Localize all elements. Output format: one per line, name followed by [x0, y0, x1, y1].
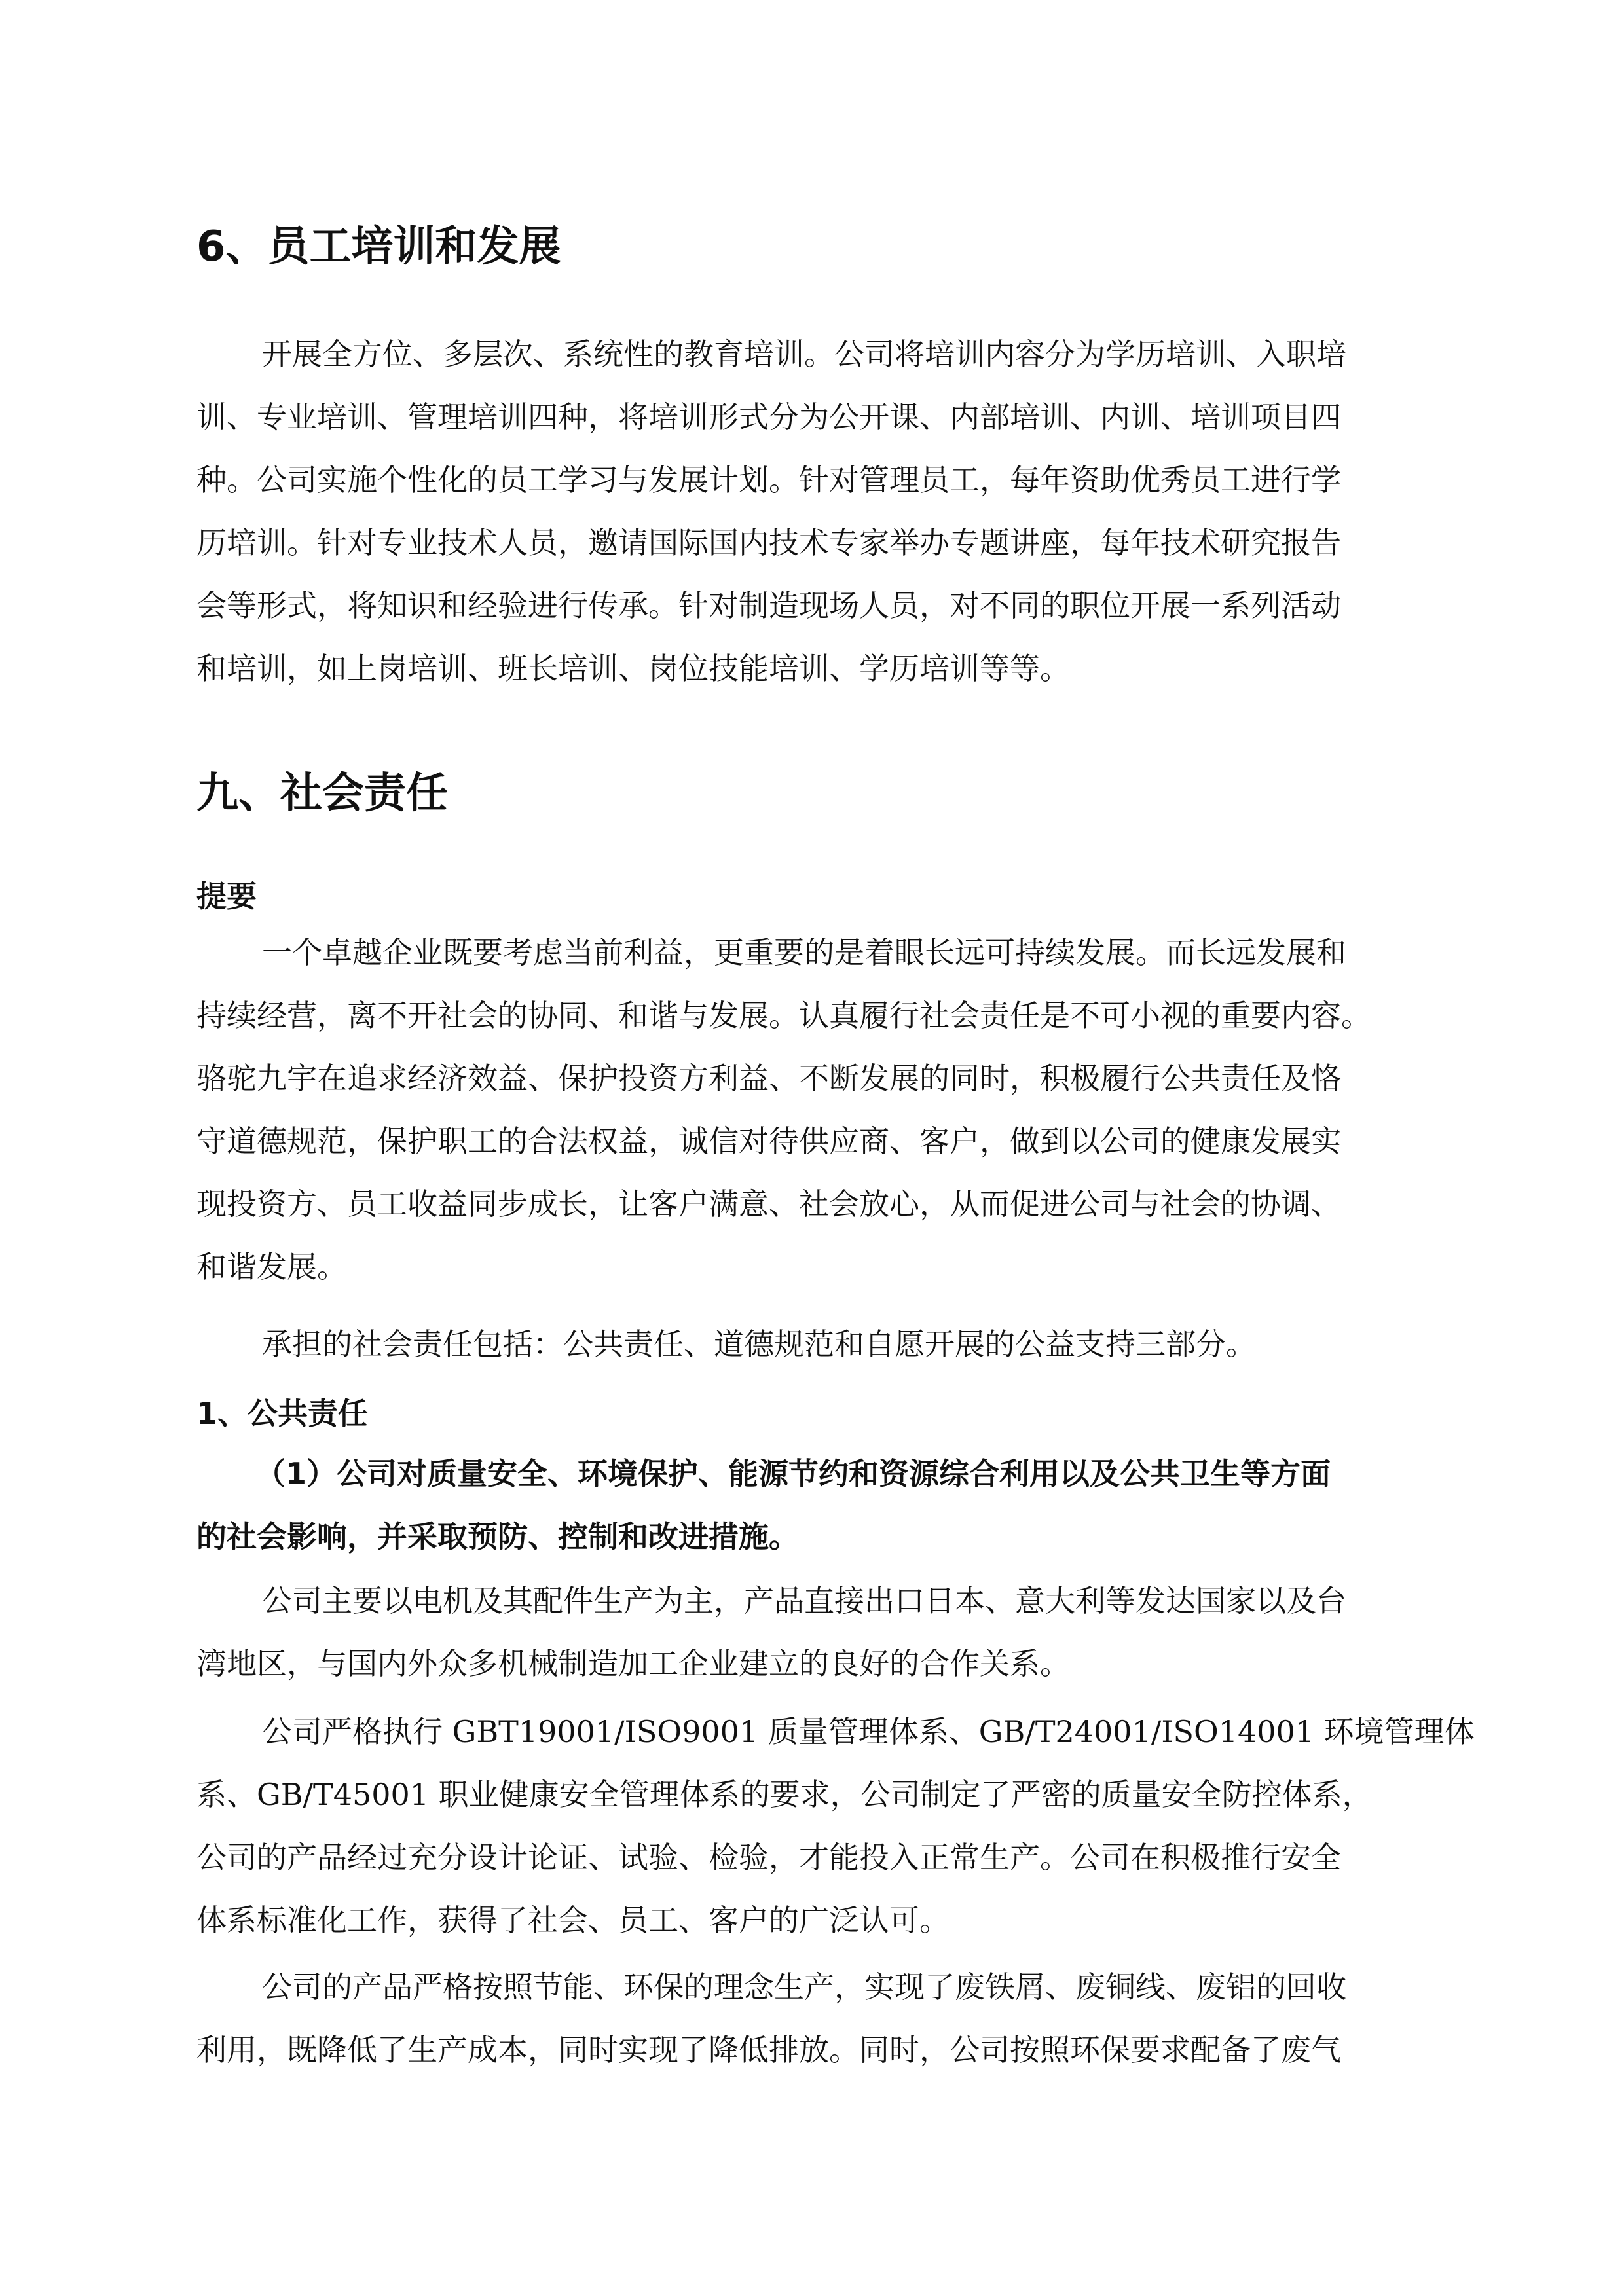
item-1-bold-line-1: （1）公司对质量安全、环境保护、能源节约和资源综合利用以及公共卫生等方面 — [255, 1456, 1331, 1491]
item-1-bold-line-2: 的社会影响，并采取预防、控制和改进措施。 — [196, 1519, 799, 1554]
paragraph-b-line-3: 公司的产品经过充分设计论证、试验、检验，才能投入正常生产。公司在积极推行安全 — [196, 1840, 1341, 1875]
section-6-paragraph-line-4: 历培训。针对专业技术人员，邀请国际国内技术专家举办专题讲座，每年技术研究报告 — [196, 525, 1341, 560]
section-6-paragraph-line-6: 和培训，如上岗培训、班长培训、岗位技能培训、学历培训等等。 — [196, 651, 1070, 686]
section-6-paragraph-line-2: 训、专业培训、管理培训四种，将培训形式分为公开课、内部培训、内训、培训项目四 — [196, 399, 1341, 435]
summary-line-5: 现投资方、员工收益同步成长，让客户满意、社会放心，从而促进公司与社会的协调、 — [196, 1186, 1341, 1222]
paragraph-b-line-4: 体系标准化工作，获得了社会、员工、客户的广泛认可。 — [196, 1903, 950, 1938]
section-6-paragraph-line-1: 开展全方位、多层次、系统性的教育培训。公司将培训内容分为学历培训、入职培 — [262, 337, 1346, 372]
summary-line-3: 骆驼九宇在追求经济效益、保护投资方利益、不断发展的同时，积极履行公共责任及恪 — [196, 1061, 1341, 1096]
paragraph-b-line-2: 系、GB/T45001 职业健康安全管理体系的要求，公司制定了严密的质量安全防控体系， — [196, 1777, 1373, 1812]
summary-line-4: 守道德规范，保护职工的合法权益，诚信对待供应商、客户，做到以公司的健康发展实 — [196, 1123, 1341, 1159]
section-9-heading: 九、社会责任 — [196, 769, 448, 818]
section-6-heading: 6、员工培训和发展 — [196, 223, 561, 271]
paragraph-a-line-2: 湾地区，与国内外众多机械制造加工企业建立的良好的合作关系。 — [196, 1646, 1070, 1681]
section-6-paragraph-line-5: 会等形式，将知识和经验进行传承。针对制造现场人员，对不同的职位开展一系列活动 — [196, 588, 1341, 623]
summary-line-1: 一个卓越企业既要考虑当前利益，更重要的是着眼长远可持续发展。而长远发展和 — [262, 935, 1346, 970]
responsibilities-line: 承担的社会责任包括：公共责任、道德规范和自愿开展的公益支持三部分。 — [262, 1326, 1256, 1362]
paragraph-c-line-2: 利用，既降低了生产成本，同时实现了降低排放。同时，公司按照环保要求配备了废气 — [196, 2032, 1341, 2068]
paragraph-c-line-1: 公司的产品严格按照节能、环保的理念生产，实现了废铁屑、废铜线、废铝的回收 — [262, 1969, 1346, 2005]
summary-line-2: 持续经营，离不开社会的协同、和谐与发展。认真履行社会责任是不可小视的重要内容。 — [196, 998, 1371, 1033]
paragraph-a-line-1: 公司主要以电机及其配件生产为主，产品直接出口日本、意大利等发达国家以及台 — [262, 1583, 1346, 1618]
summary-label: 提要 — [196, 879, 257, 914]
section-6-paragraph-line-3: 种。公司实施个性化的员工学习与发展计划。针对管理员工，每年资助优秀员工进行学 — [196, 462, 1341, 498]
public-responsibility-heading: 1、公共责任 — [196, 1396, 369, 1431]
summary-line-6: 和谐发展。 — [196, 1249, 347, 1285]
paragraph-b-line-1: 公司严格执行 GBT19001/ISO9001 质量管理体系、GB/T24001/ISO14001 环境管理体 — [262, 1714, 1475, 1749]
